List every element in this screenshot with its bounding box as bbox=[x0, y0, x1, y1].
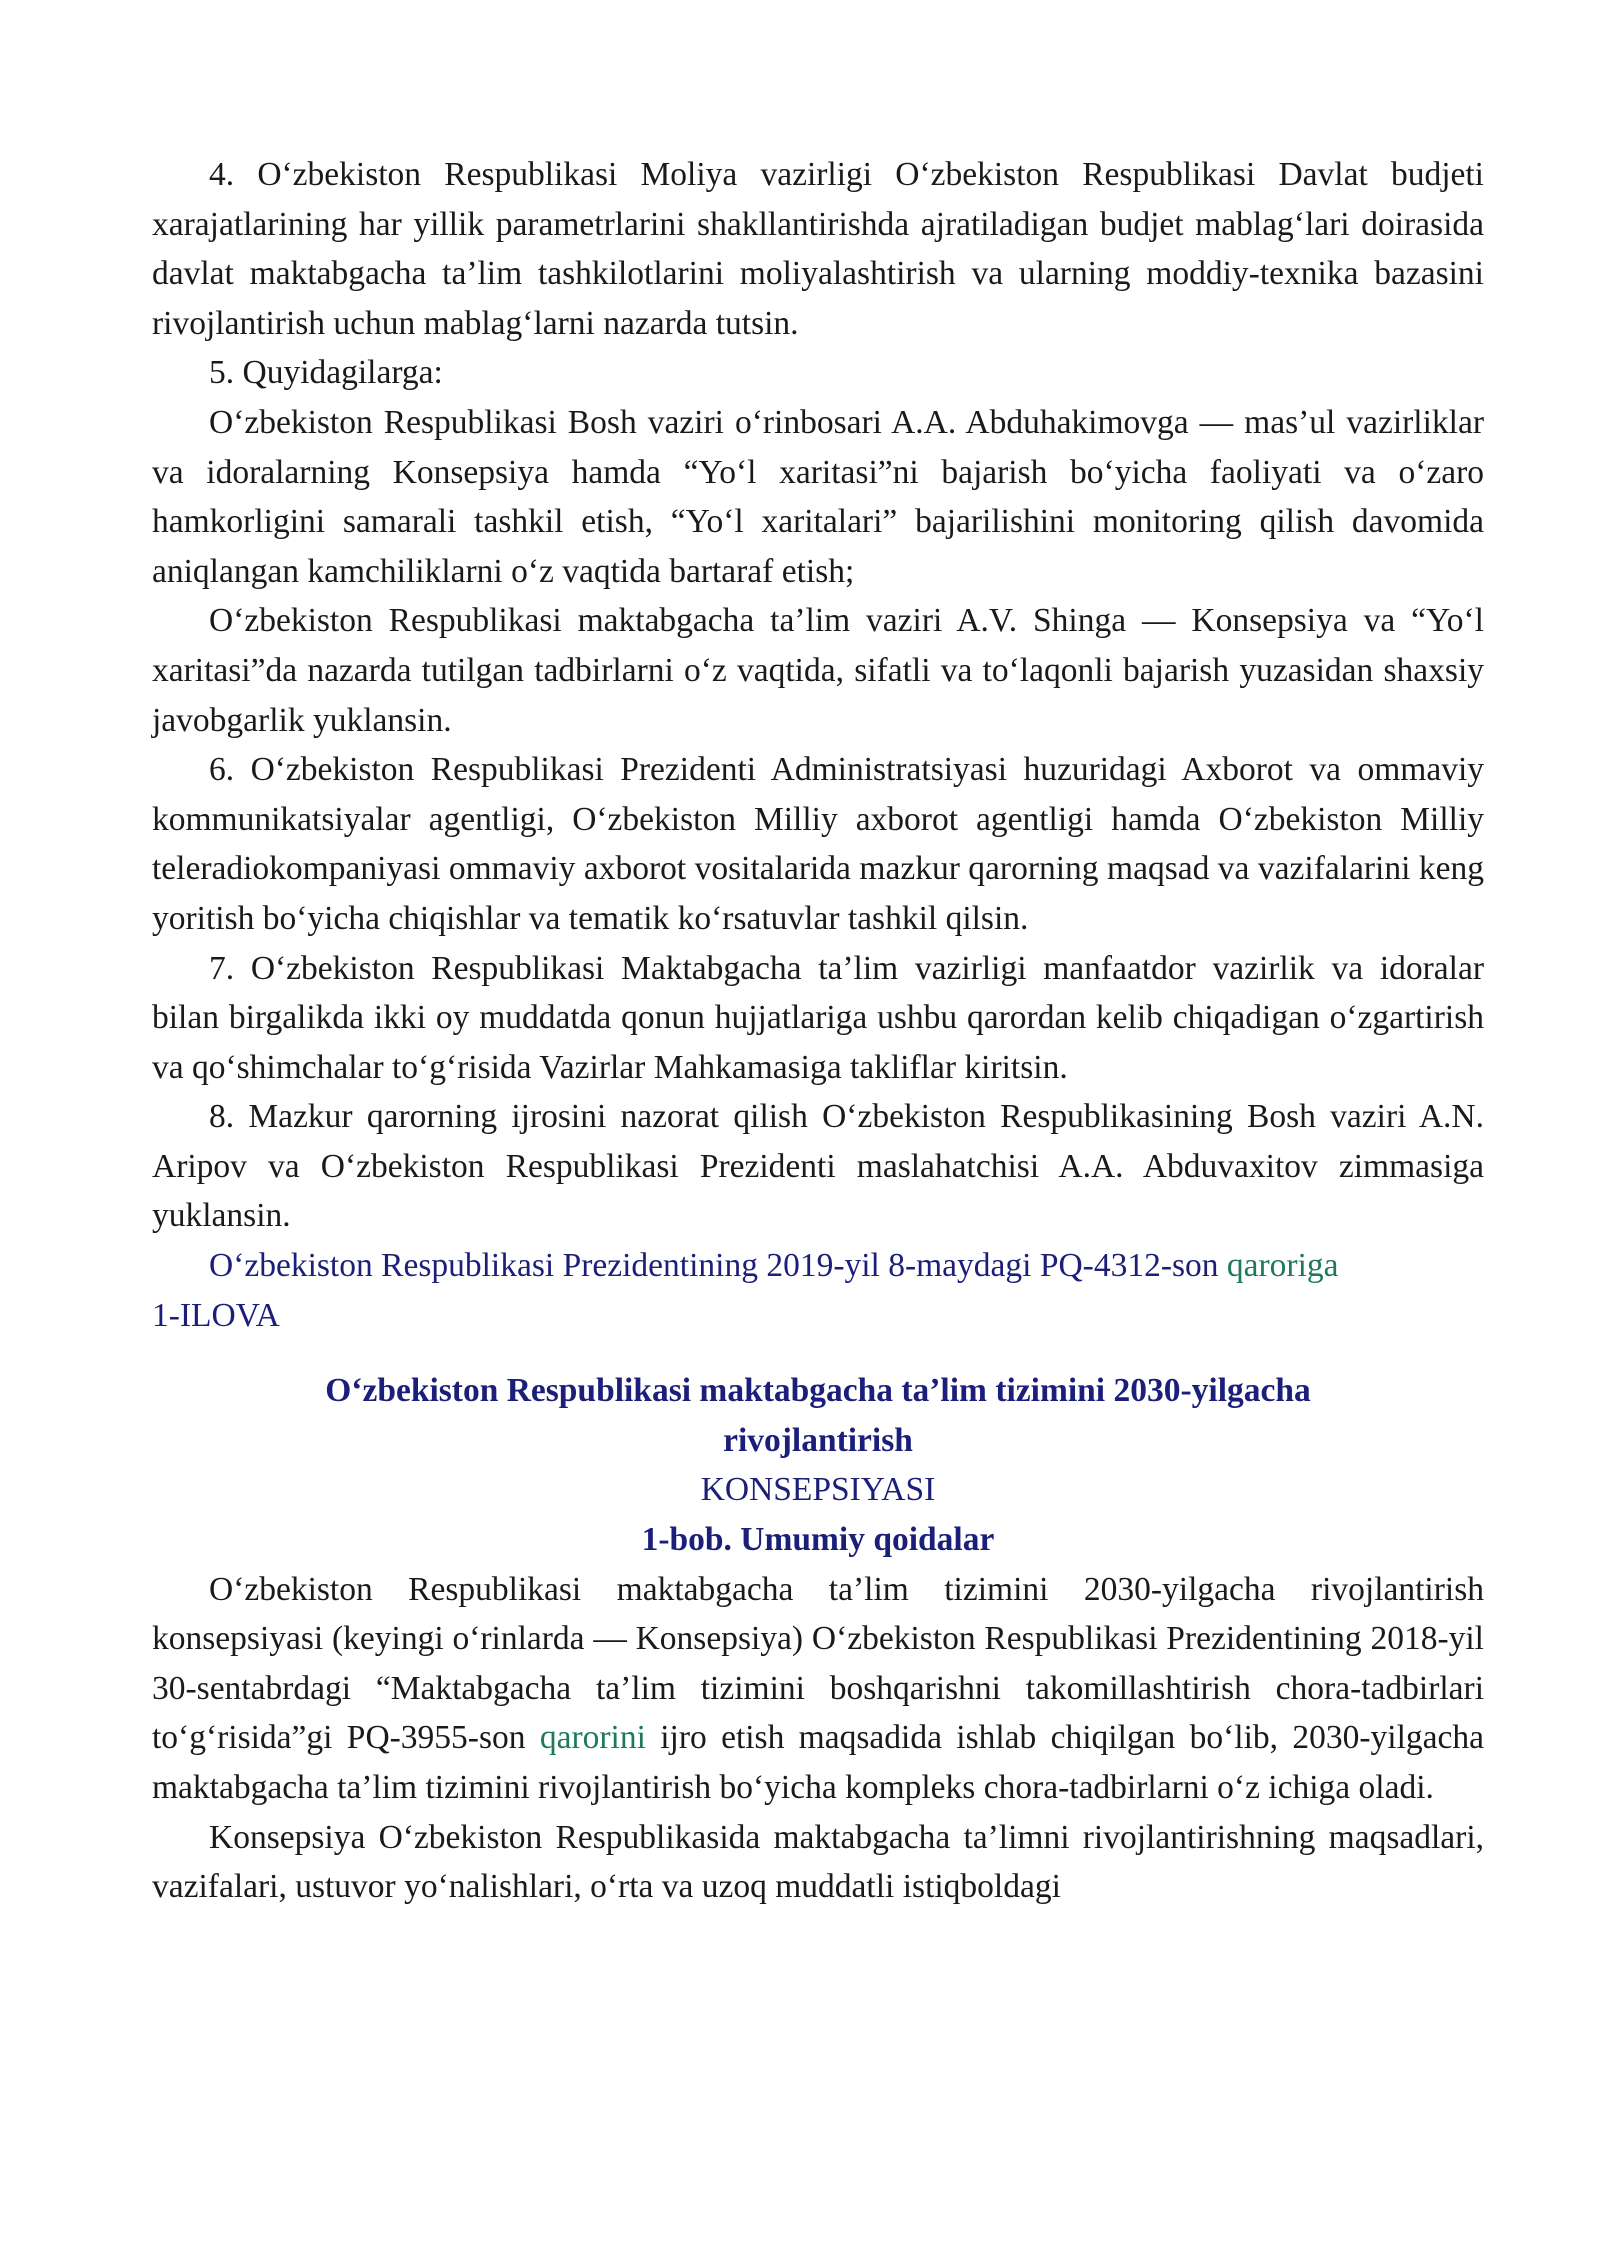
annex-reference-link[interactable]: qaroriga bbox=[1226, 1247, 1339, 1285]
paragraph-5b: O‘zbekiston Respublikasi maktabgacha ta’lim vaziri A.V. Shinga — Konsepsiya va “Yo‘l xaritasi”da nazarda tutilgan tadbirlarni o‘z vaqtida, sifatli va to‘laqonli bajarish yuzasidan shaxsiy javobgarlik yuklansin. bbox=[152, 602, 1484, 739]
chapter-heading: 1-bob. Umumiy qoidalar bbox=[641, 1521, 995, 1559]
spacer bbox=[152, 1340, 1484, 1366]
paragraph-5: 5. Quyidagilarga: bbox=[209, 354, 443, 392]
concept-paragraph-1-text: O‘zbekiston Respublikasi maktabgacha ta’lim tizimini 2030-yilgacha rivojlantirish konsepsiyasi (keyingi o‘rinlarda — Konsepsiya) O‘zbekiston Respublikasi Prezidentining 2018-yil 30-sentabrdagi “Maktabgacha ta’lim tizimini boshqarishni takomillashtirish chora-tadbirlari to‘g‘risida”gi PQ-3955-son bbox=[152, 1570, 1484, 1757]
annex-reference bbox=[152, 1241, 1484, 1291]
concept-title-line2: rivojlantirish bbox=[723, 1421, 913, 1459]
concept-title-line1: O‘zbekiston Respublikasi maktabgacha ta’lim tizimini 2030-yilgacha bbox=[325, 1372, 1311, 1410]
concept-paragraph-1-link[interactable]: qarorini bbox=[539, 1719, 646, 1757]
paragraph-8: 8. Mazkur qarorning ijrosini nazorat qilish O‘zbekiston Respublikasining Bosh vaziri A.N. Aripov va O‘zbekiston Respublikasi Prezidenti maslahatchisi A.A. Abduvaxitov zimmasiga yuklansin. bbox=[152, 1098, 1484, 1235]
paragraph-6: 6. O‘zbekiston Respublikasi Prezidenti Administratsiyasi huzuridagi Axborot va ommaviy kommunikatsiyalar agentligi, O‘zbekiston Milliy axborot agentligi hamda O‘zbekiston Milliy teleradiokompaniyasi ommaviy axborot vositalarida mazkur qarorning maqsad va vazifalarini keng yoritish bo‘yicha chiqishlar va tematik ko‘rsatuvlar tashkil qilsin. bbox=[152, 751, 1484, 937]
concept-paragraph-2: Konsepsiya O‘zbekiston Respublikasida maktabgacha ta’limni rivojlantirishning maqsadlari, vazifalari, ustuvor yo‘nalishlari, o‘rta va uzoq muddatli istiqboldagi bbox=[152, 1818, 1484, 1906]
paragraph-4: 4. O‘zbekiston Respublikasi Moliya vazirligi O‘zbekiston Respublikasi Davlat budjeti xarajatlarining har yillik parametrlarini shakllantirishda ajratiladigan budjet mablag‘lari doirasida davlat maktabgacha ta’lim tashkilotlarini moliyalashtirish va ularning moddiy-texnika bazasini rivojlantirish uchun mablag‘larni nazarda tutsin. bbox=[152, 156, 1484, 342]
paragraph-5a: O‘zbekiston Respublikasi Bosh vaziri o‘rinbosari A.A. Abduhakimovga — mas’ul vazirliklar va idoralarning Konsepsiya hamda “Yo‘l xaritasi”ni bajarish bo‘yicha faoliyati va o‘zaro hamkorligini samarali tashkil etish, “Yo‘l xaritalari” bajarilishini monitoring qilish davomida aniqlangan kamchiliklarni o‘z vaqtida bartaraf etish; bbox=[152, 403, 1484, 590]
annex-label: 1-ILOVA bbox=[152, 1296, 280, 1334]
document-page bbox=[152, 150, 1484, 1912]
paragraph-7: 7. O‘zbekiston Respublikasi Maktabgacha ta’lim vazirligi manfaatdor vazirlik va idoralar bilan birgalikda ikki oy muddatda qonun hujjatlariga ushbu qarordan kelib chiqadigan o‘zgartirish va qo‘shimchalar to‘g‘risida Vazirlar Mahkamasiga takliflar kiritsin. bbox=[152, 949, 1484, 1086]
concept-subtitle: KONSEPSIYASI bbox=[700, 1471, 936, 1509]
annex-reference-text: O‘zbekiston Respublikasi Prezidentining 2019-yil 8-maydagi PQ-4312-son bbox=[209, 1247, 1227, 1285]
concept-paragraph-1 bbox=[152, 1565, 1484, 1813]
concept-paragraph-1-text-end: ijro etish maqsadida ishlab chiqilgan bo‘lib, 2030-yilgacha maktabgacha ta’lim tizimini rivojlantirish bo‘yicha kompleks chora-tadbirlarni o‘z ichiga oladi. bbox=[152, 1719, 1484, 1806]
